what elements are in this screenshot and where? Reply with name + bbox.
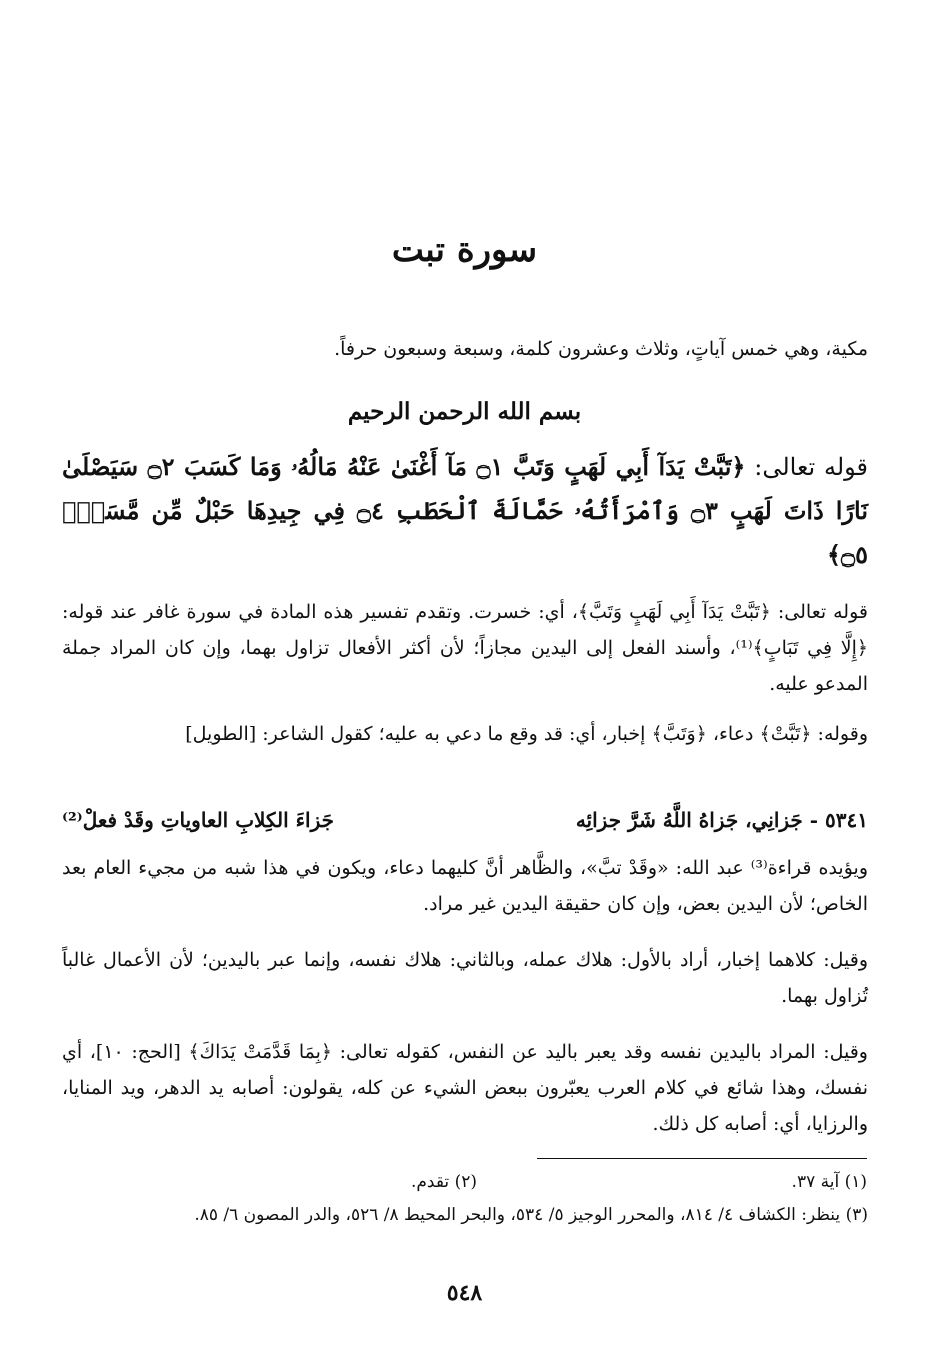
paragraph-4: وقيل: كلاهما إخبار، أراد بالأول: هلاك عمله، وبالثاني: هلاك نفسه، وإنما عبر باليدين؛ لأن الأعمال غالباً تُزاول بهما.: [62, 949, 868, 1007]
basmala: بسم الله الرحمن الرحيم: [347, 398, 582, 425]
page-number: ٥٤٨: [446, 1280, 483, 1306]
verse-lead: قوله تعالى:: [754, 453, 869, 481]
poem-hemistich-1: ٥٣٤١ - جَزانِي، جَزاهُ اللَّهُ شَرَّ جزائِه: [575, 808, 868, 832]
verse-text: ﴿تَبَّتْ يَدَآ أَبِي لَهَبٍ وَتَبَّ ۝١ مَآ أَغْنَىٰ عَنْهُ مَالُهُۥ وَمَا كَسَبَ ۝٢ سَيَصْلَىٰ نَارًا ذَاتَ لَهَبٍ ۝٣ وَٱمْرَأَتُهُۥ حَمَّالَةَ ٱلْحَطَبِ ۝٤ فِي جِيدِهَا حَبْلٌ مِّن مَّسَدٍۭ ۝٥﴾: [62, 452, 869, 569]
quran-verses: [62, 445, 868, 577]
footnote-3: (٣) ينظر: الكشاف ٤/ ٨١٤، والمحرر الوجيز ٥/ ٥٣٤، والبحر المحيط ٨/ ٥٢٦، والدر المصون ٦/ ٨٥.: [194, 1205, 868, 1225]
surah-intro: مكية، وهي خمس آياتٍ، وثلاث وعشرون كلمة، وسبعة وسبعون حرفاً.: [334, 338, 868, 360]
paragraph-2: وقوله: ﴿تَبَّتْ﴾ دعاء، ﴿وَتَبَّ﴾ إخبار، أي: قد وقع ما دعي به عليه؛ كقول الشاعر: [الطويل]: [185, 723, 868, 745]
paragraph-3: ويؤيده قراءة⁽³⁾ عبد الله: «وقَدْ تبَّ»، والظَّاهر أنَّ كليهما دعاء، ويكون في هذا شبه من مجيء العام بعد الخاص؛ لأن اليدين بعض، وإن كان حقيقة اليدين غير مراد.: [62, 857, 868, 915]
footnote-2: (٢) تقدم.: [410, 1172, 477, 1192]
footnote-1: (١) آية ٣٧.: [791, 1172, 867, 1192]
poem-verse: [62, 800, 868, 840]
paragraph-1: قوله تعالى: ﴿تَبَّتْ يَدَآ أَبِي لَهَبٍ وَتَبَّ﴾، أي: خسرت. وتقدم تفسير هذه المادة في سورة غافر عند قوله: ﴿إِلَّا فِي تَبَابٍ﴾⁽¹⁾، وأسند الفعل إلى اليدين مجازاً؛ لأن أكثر الأفعال تزاول بهما، وإن كان المراد جملة المدعو عليه.: [62, 601, 868, 695]
surah-title: سورة تبت: [391, 230, 538, 270]
paragraph-5: وقيل: المراد باليدين نفسه وقد يعبر باليد عن النفس، كقوله تعالى: ﴿بِمَا قَدَّمَتْ يَدَاكَ﴾ [الحج: ١٠]، أي نفسك، وهذا شائع في كلام العرب يعبّرون ببعض الشيء عن كله، يقولون: أصابه يد الدهر، ويد المنايا، والرزايا، أي: أصابه كل ذلك.: [62, 1041, 868, 1135]
poem-hemistich-2: جَزاءَ الكِلابِ العاوياتِ وقَدْ فعلْ⁽²⁾: [62, 808, 334, 832]
footnote-divider: [537, 1158, 867, 1159]
